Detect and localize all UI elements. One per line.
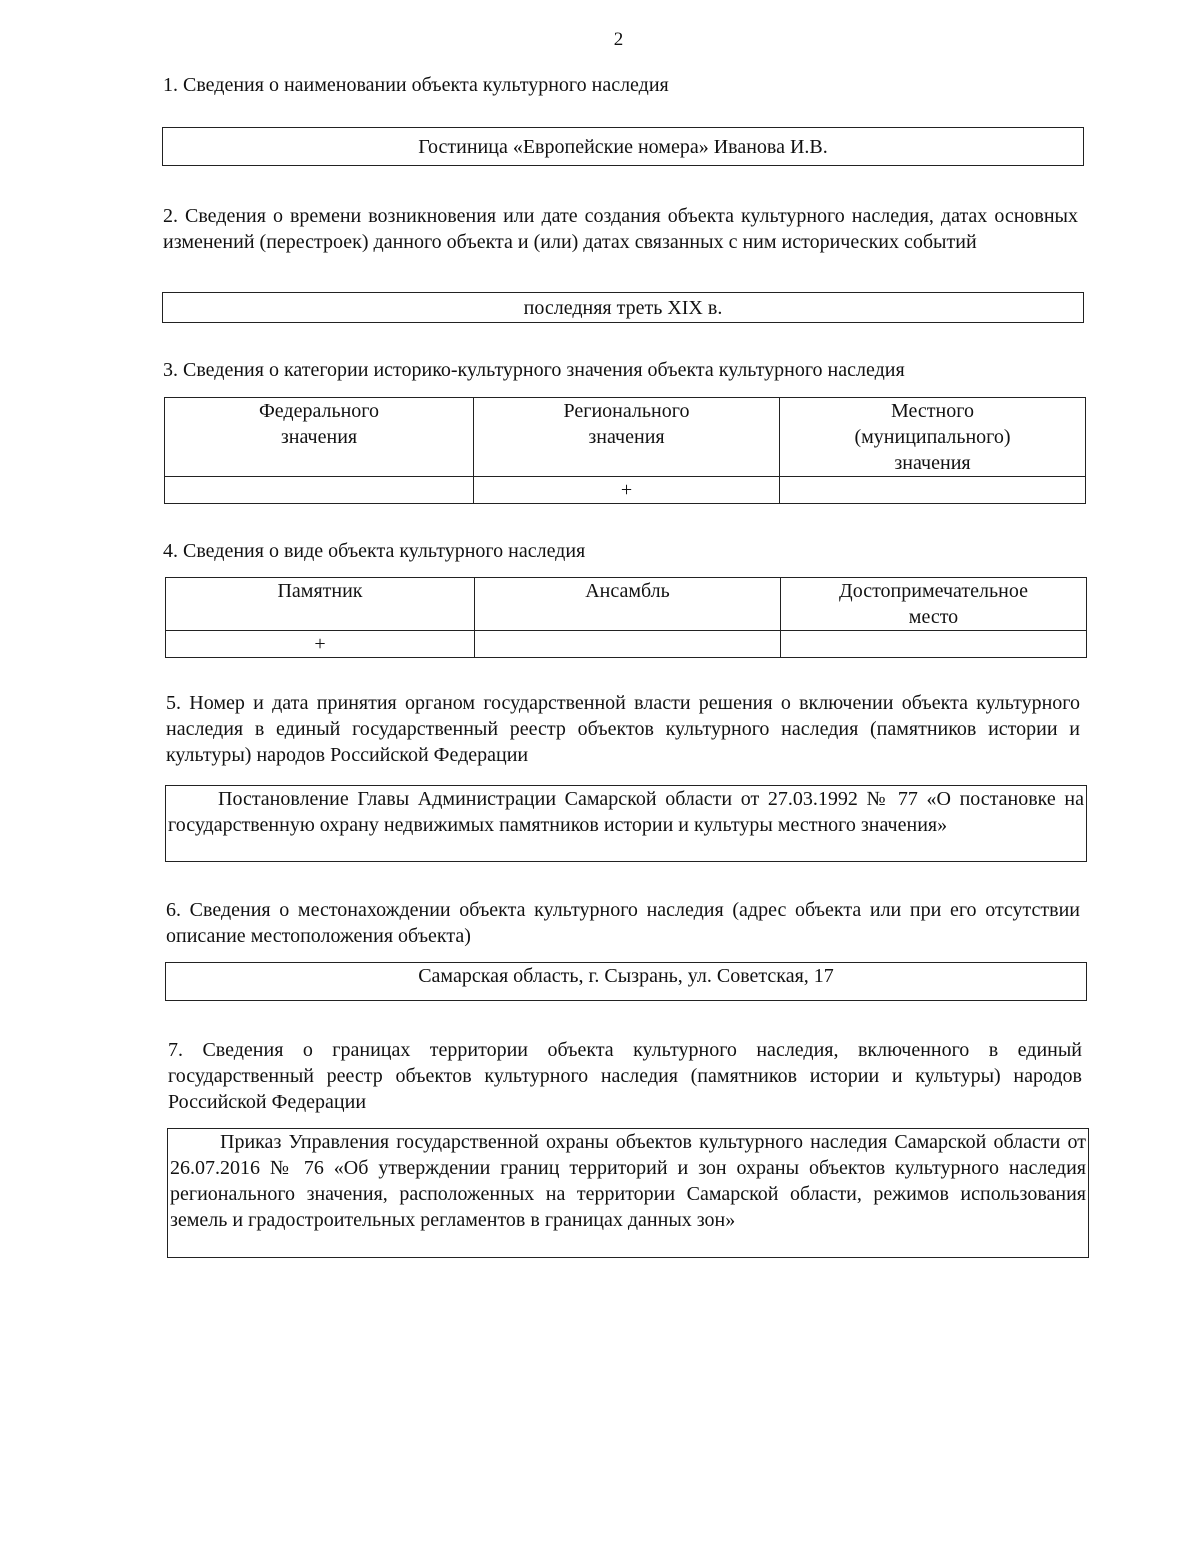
type-table (165, 577, 1087, 658)
category-table (164, 397, 1086, 504)
type-ensemble-mark (475, 631, 781, 658)
category-regional-mark: + (474, 477, 780, 504)
type-ensemble-header: Ансамбль (475, 578, 781, 631)
category-local-header: Местного (муниципального) значения (780, 398, 1086, 477)
section-5-heading: 5. Номер и дата принятия органом государственной власти решения о включении объекта культурного наследия в единый государственный реестр объектов культурного наследия (памятников истории и культуры) народов Российской Федерации (166, 692, 1080, 766)
registry-decision: Постановление Главы Администрации Самарской области от 27.03.1992 № 77 «О постановке на государственную охрану недвижимых памятников истории и культуры местного значения» (168, 788, 1084, 836)
section-2-heading: 2. Сведения о времени возникновения или дате создания объекта культурного наследия, датах основных изменений (перестроек) данного объекта и (или) датах связанных с ним исторических событий (163, 205, 1078, 253)
section-6-value-box (165, 962, 1087, 1001)
type-landmark-mark (781, 631, 1087, 658)
creation-date: последняя треть XIX в. (523, 296, 723, 319)
territory-boundaries-order: Приказ Управления государственной охраны объектов культурного наследия Самарской области от 26.07.2016 № 76 «Об утверждении границ территорий и зон охраны объектов культурного наследия регионального значения, расположенных на территории Самарской области, режимов использования земель и градостроительных регламентов в границах данных зон» (170, 1131, 1086, 1231)
section-7-value-box (167, 1128, 1089, 1258)
section-7-heading: 7. Сведения о границах территории объекта культурного наследия, включенного в единый государственный реестр объектов культурного наследия (памятников истории и культуры) народов Российской Федерации (168, 1039, 1082, 1113)
section-1-value-box (162, 127, 1084, 166)
page-number: 2 (613, 29, 624, 50)
section-4-heading: 4. Сведения о виде объекта культурного наследия (163, 540, 586, 562)
section-3-heading: 3. Сведения о категории историко-культурного значения объекта культурного наследия (163, 359, 905, 381)
category-federal-mark (165, 477, 474, 504)
object-address: Самарская область, г. Сызрань, ул. Советская, 17 (418, 965, 834, 987)
object-name: Гостиница «Европейские номера» Иванова И.В. (418, 135, 828, 158)
section-6-heading: 6. Сведения о местонахождении объекта культурного наследия (адрес объекта или при его отсутствии описание местоположения объекта) (166, 899, 1080, 947)
type-monument-mark: + (166, 631, 475, 658)
type-monument-header: Памятник (166, 578, 475, 631)
type-landmark-header: Достопримечательное место (781, 578, 1087, 631)
section-5-value-box (165, 785, 1087, 862)
category-federal-header: Федерального значения (165, 398, 474, 477)
category-local-mark (780, 477, 1086, 504)
category-regional-header: Регионального значения (474, 398, 780, 477)
section-1-heading: 1. Сведения о наименовании объекта культурного наследия (163, 74, 669, 96)
section-2-value-box (162, 292, 1084, 323)
